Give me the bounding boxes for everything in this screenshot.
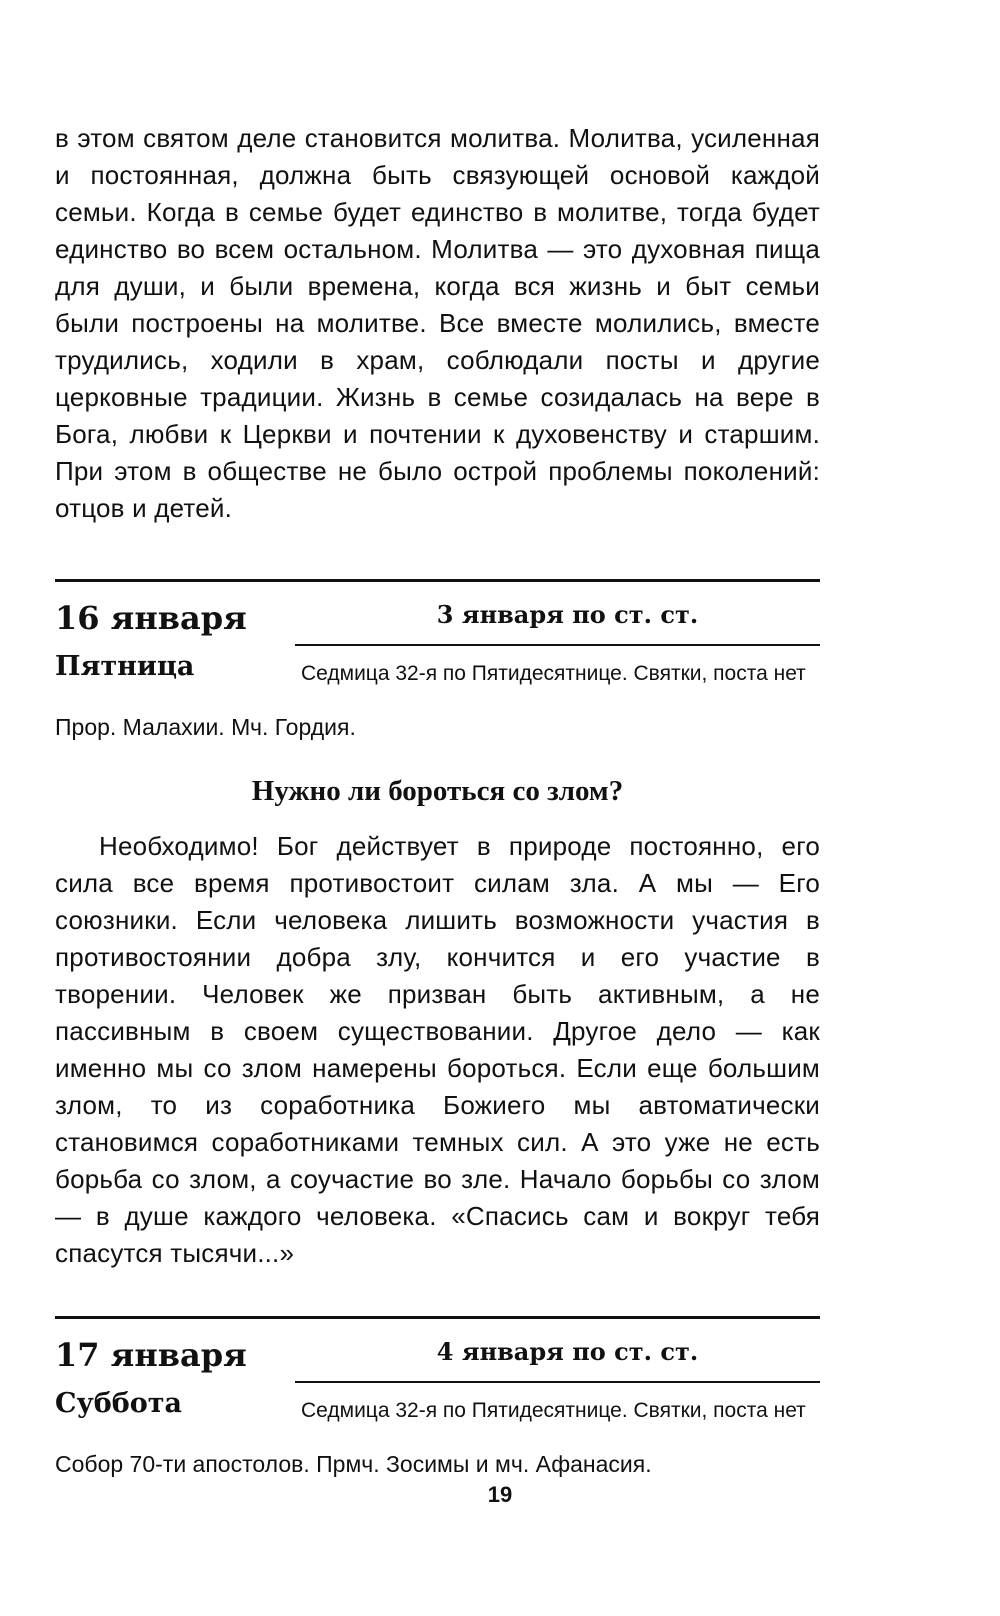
day-weekday: Пятница (55, 651, 195, 682)
saints-of-day: Прор. Малахии. Мч. Гордия. (55, 714, 356, 740)
page-content (55, 120, 820, 1478)
page-number: 19 (487, 1482, 513, 1507)
day-header-16 (55, 582, 820, 688)
old-style-date: 4 января по ст. ст. (295, 1319, 820, 1383)
article-paragraph: Необходимо! Бог действует в природе постоянно, его сила все время противостоит силам зла. А мы — Его союзники. Если человека лишить возможности участия в противостоянии добра злу, кончится и его участие в творении. Человек же призван быть активным, а не пассивным в своем существовании. Другое дело — как именно мы со злом намерены бороться. Если еще большим злом, то из соработника Божиего мы автоматически становимся соработниками темных сил. А это уже не есть борьба со злом, а соучастие во зле. Начало борьбы со злом — в душе каждого человека. «Спасись сам и вокруг тебя спасутся тысячи...» (55, 831, 820, 1268)
week-info: Седмица 32-я по Пятидесятнице. Святки, поста нет (301, 662, 806, 685)
week-info: Седмица 32-я по Пятидесятнице. Святки, поста нет (301, 1399, 806, 1422)
intro-paragraph: в этом святом деле становится молитва. Молитва, усиленная и постоянная, должна быть связующей основой каждой семьи. Когда в семье будет единство в молитве, тогда будет единство во всем остальном. Молитва — это духовная пища для души, и были времена, когда вся жизнь и быт семьи были построены на молитве. Все вместе молились, вместе трудились, ходили в храм, соблюдали посты и другие церковные традиции. Жизнь в семье созидалась на вере в Бога, любви к Церкви и почтении к духовенству и старшим. При этом в обществе не было острой проблемы поколений: отцов и детей. (55, 123, 820, 523)
day-weekday: Суббота (55, 1388, 183, 1419)
day-date: 16 января (55, 599, 247, 637)
old-style-date: 3 января по ст. ст. (295, 582, 820, 646)
day-date: 17 января (55, 1336, 247, 1374)
article-heading: Нужно ли бороться со злом? (251, 775, 624, 807)
saints-of-day: Собор 70-ти апостолов. Прмч. Зосимы и мч. Афанасия. (55, 1451, 652, 1477)
day-header-17 (55, 1319, 820, 1425)
